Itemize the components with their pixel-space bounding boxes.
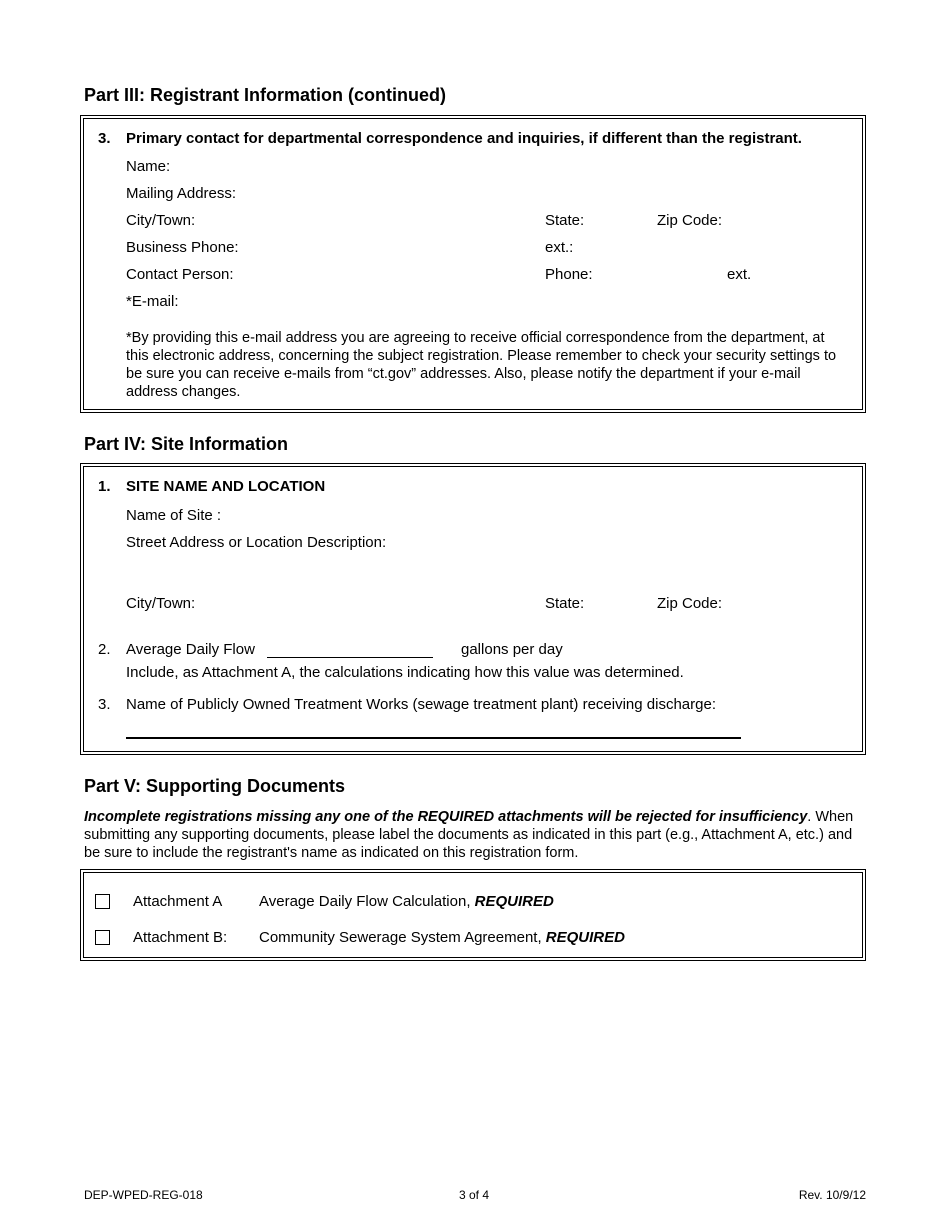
part5-title: Part V: Supporting Documents bbox=[84, 776, 346, 796]
rejection-warning: Incomplete registrations missing any one of the REQUIRED attachments will be rejected for insufficiency bbox=[84, 809, 808, 825]
attachment-b-required: REQUIRED bbox=[545, 929, 625, 946]
email-label[interactable]: *E-mail: bbox=[126, 293, 179, 310]
labeling-instructions: When submitting any supporting documents, please label the documents as indicated in this part (e.g., Attachment A, etc.) and be sure to include the registrant's name as indicated on this registration form. bbox=[84, 809, 854, 861]
site-state-label[interactable]: State: bbox=[545, 595, 585, 612]
attachment-a-label: Attachment A bbox=[133, 893, 223, 910]
item-heading: Primary contact for departmental correspondence and inquiries, if different than the registrant. bbox=[126, 130, 802, 147]
zip-label[interactable]: Zip Code: bbox=[657, 212, 723, 229]
attachment-b-checkbox[interactable] bbox=[95, 930, 110, 945]
site-city-label[interactable]: City/Town: bbox=[126, 595, 196, 612]
attachment-a-description bbox=[259, 893, 554, 910]
business-phone-label[interactable]: Business Phone: bbox=[126, 239, 239, 256]
contact-person-label[interactable]: Contact Person: bbox=[126, 266, 234, 283]
attachment-b-label: Attachment B: bbox=[133, 929, 228, 946]
flow-calculation-note: Include, as Attachment A, the calculations indicating how this value was determined. bbox=[126, 664, 684, 681]
part3-title: Part III: Registrant Information (continued) bbox=[84, 85, 447, 105]
footer-form-id: DEP-WPED-REG-018 bbox=[84, 1188, 203, 1202]
item2-number: 2. bbox=[98, 641, 111, 658]
mailing-address-label[interactable]: Mailing Address: bbox=[126, 185, 237, 202]
flow-units-label: gallons per day bbox=[461, 641, 563, 658]
phone-label[interactable]: Phone: bbox=[545, 266, 593, 283]
ext-label[interactable]: ext.: bbox=[545, 239, 574, 256]
attachment-a-description-text: Average Daily Flow Calculation, bbox=[259, 893, 475, 910]
name-label[interactable]: Name: bbox=[126, 158, 171, 175]
site-name-label[interactable]: Name of Site : bbox=[126, 507, 222, 524]
potw-label: Name of Publicly Owned Treatment Works (sewage treatment plant) receiving discharge: bbox=[126, 696, 716, 713]
footer-page-number: 3 of 4 bbox=[459, 1188, 490, 1202]
rejection-warning-period: . bbox=[807, 809, 812, 825]
part5-instructions bbox=[84, 808, 870, 862]
state-label[interactable]: State: bbox=[545, 212, 585, 229]
phone-ext-label[interactable]: ext. bbox=[727, 266, 752, 283]
street-address-label[interactable]: Street Address or Location Description: bbox=[126, 534, 387, 551]
site-zip-label[interactable]: Zip Code: bbox=[657, 595, 723, 612]
attachment-a-required: REQUIRED bbox=[474, 893, 554, 910]
attachments-box bbox=[83, 872, 863, 958]
attachment-b-description bbox=[259, 929, 625, 946]
item-number: 3. bbox=[98, 130, 111, 147]
city-label[interactable]: City/Town: bbox=[126, 212, 196, 229]
part4-title: Part IV: Site Information bbox=[84, 434, 289, 454]
item1-number: 1. bbox=[98, 478, 111, 495]
site-name-location-heading: SITE NAME AND LOCATION bbox=[126, 478, 326, 495]
part3-section-box bbox=[83, 118, 863, 410]
attachment-a-checkbox[interactable] bbox=[95, 894, 110, 909]
email-consent-note: *By providing this e-mail address you are agreeing to receive official correspondence from the department, at this electronic address, concerning the subject registration. Please remember to check your security settings to be sure you can receive e-mails from “ct.gov” addresses. Also, please notify the department if your e-mail address changes. bbox=[126, 330, 837, 400]
average-daily-flow-label: Average Daily Flow bbox=[126, 641, 255, 658]
footer-revision: Rev. 10/9/12 bbox=[798, 1188, 866, 1202]
average-daily-flow-input[interactable] bbox=[267, 657, 433, 658]
potw-name-input[interactable] bbox=[126, 737, 741, 739]
attachment-b-description-text: Community Sewerage System Agreement, bbox=[259, 929, 546, 946]
item3-number: 3. bbox=[98, 696, 111, 713]
part4-section-box bbox=[83, 466, 863, 752]
